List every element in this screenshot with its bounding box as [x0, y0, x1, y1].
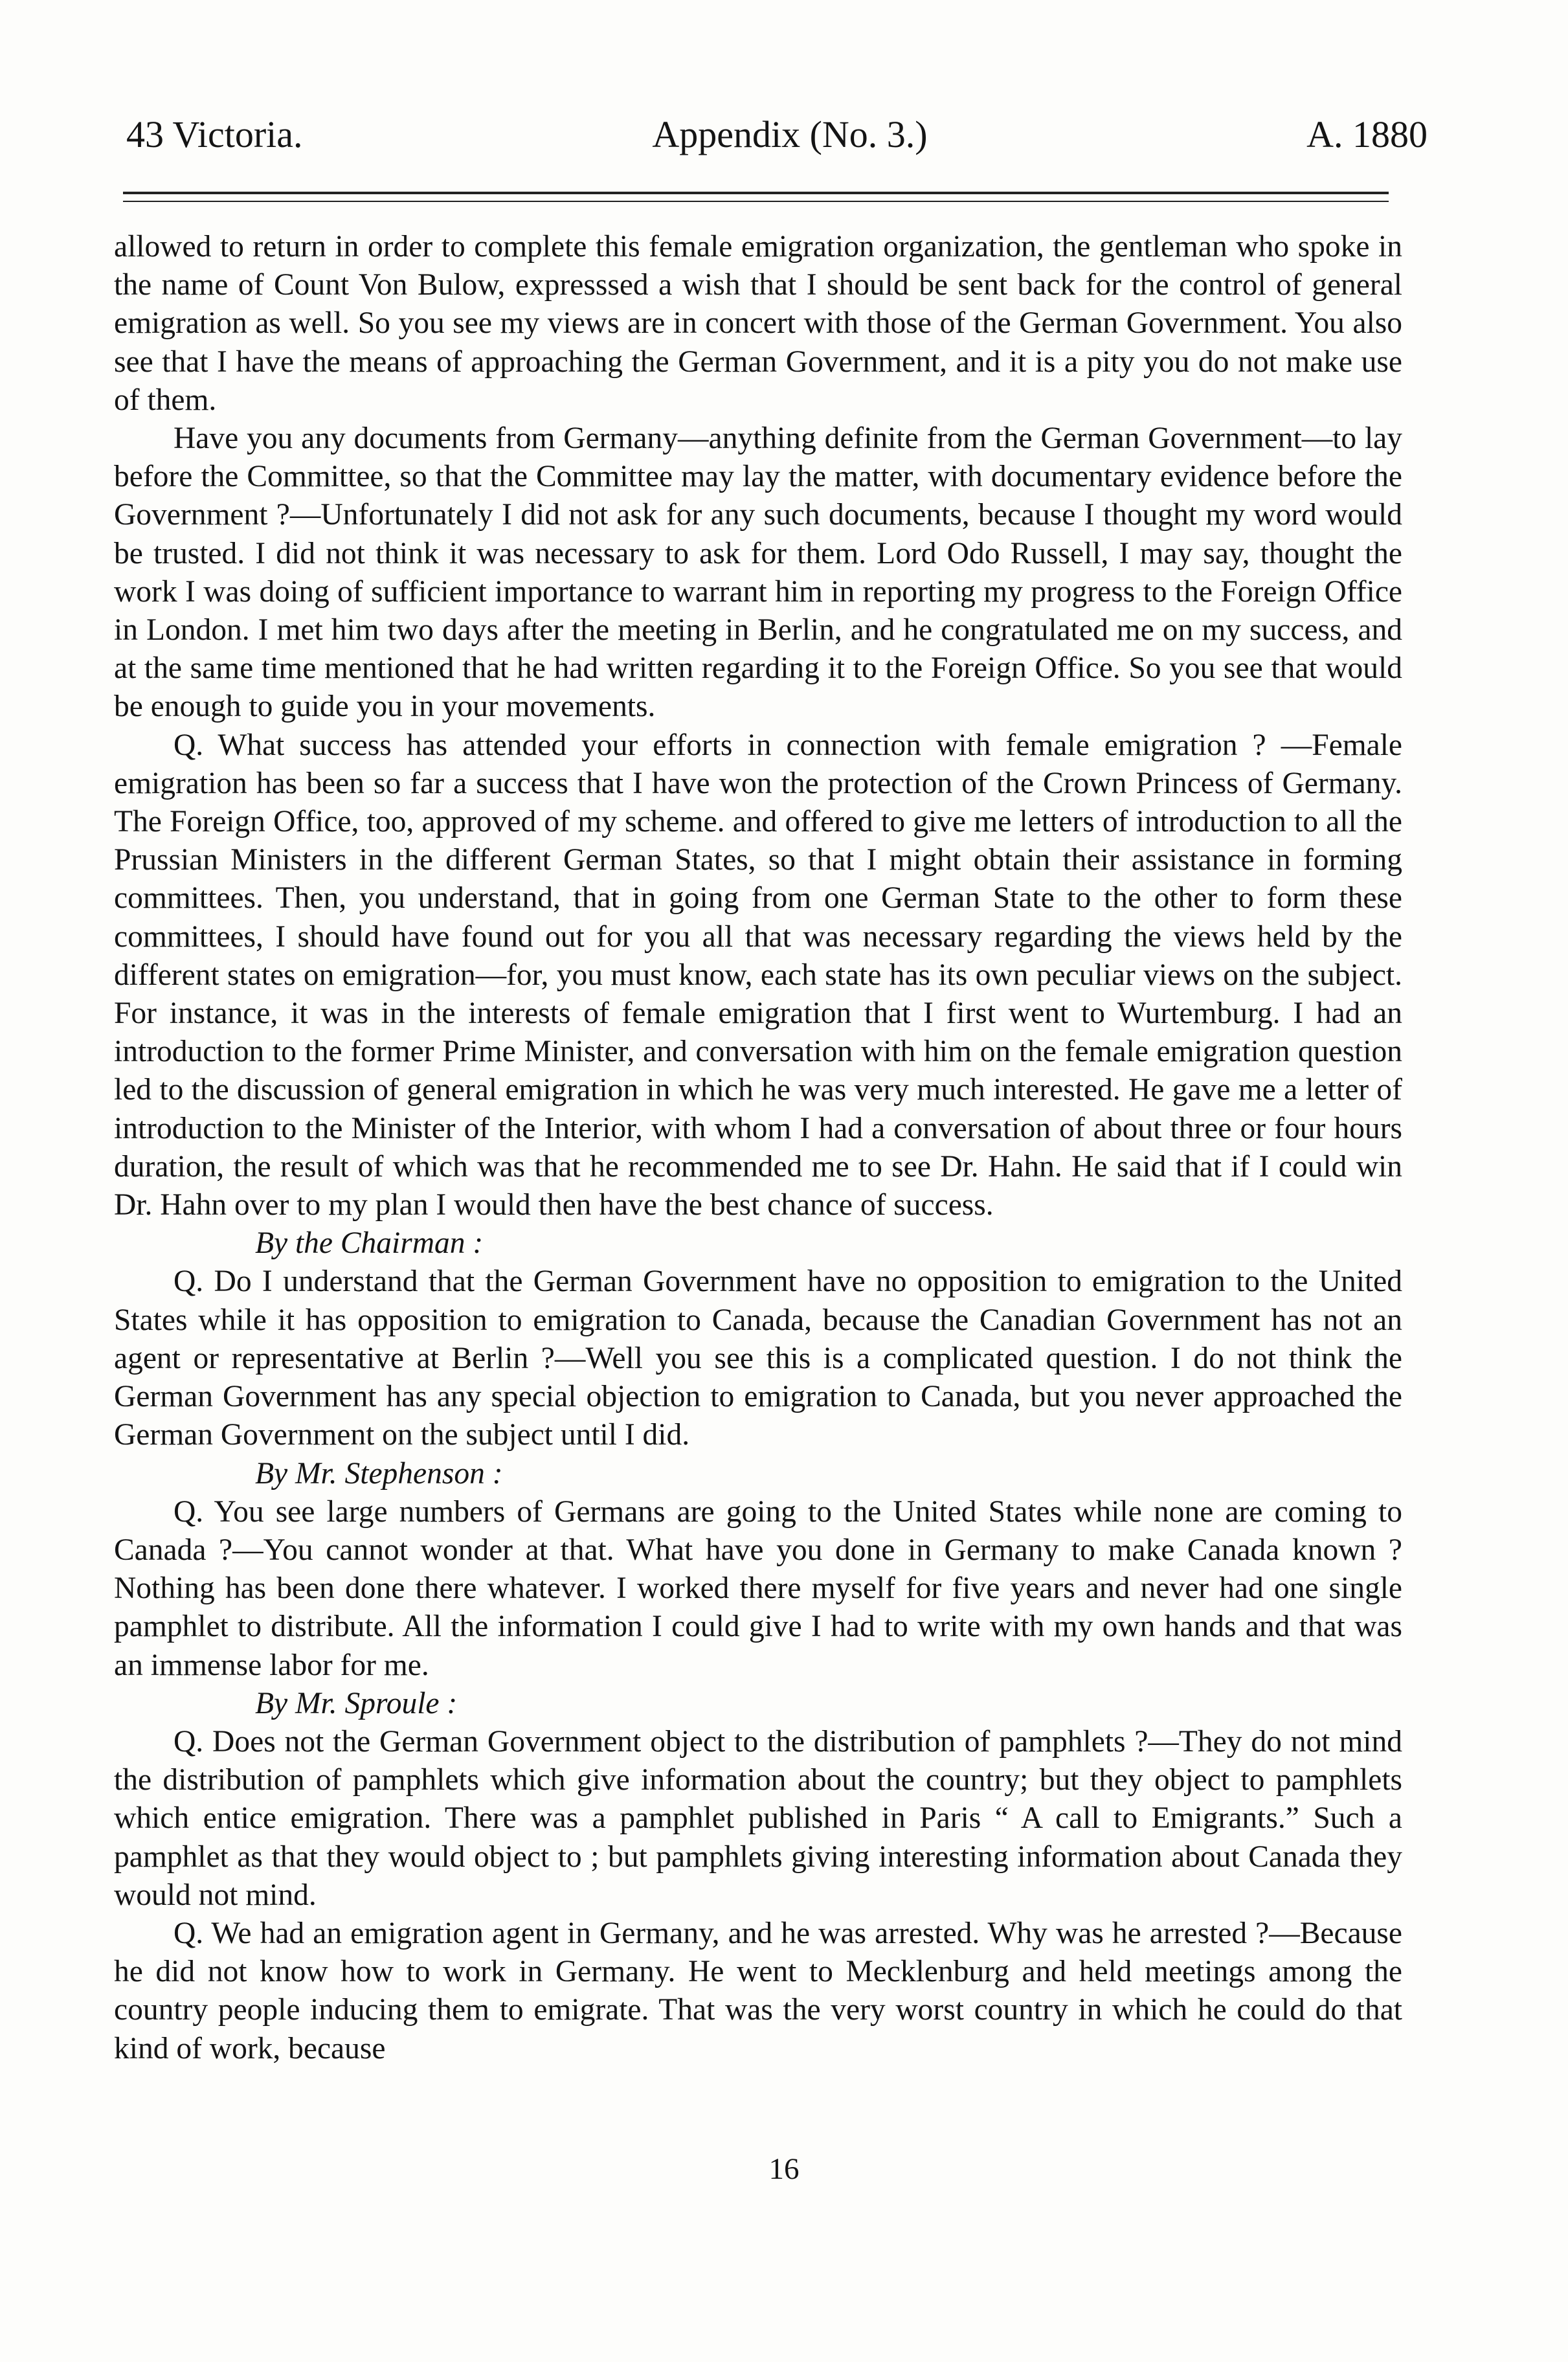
header-year: A. 1880	[1306, 113, 1428, 155]
paragraph-female-emigration-question: Q. What success has attended your efforts in connection with female emigration ? —Female emigration has been so far a success that I have won the protection of the Crown Princess of Germany. The Foreign Office, too, approved of my scheme. and offered to give me letters of introduction to all the Prussian Ministers in the different German States, so that I might obtain their assistance in forming committees. Then, you understand, that in going from one German State to the other to form these committees, I should have found out for you all that was necessary regarding the views held by the different states on emigration—for, you must know, each state has its own peculiar views on the subject. For instance, it was in the interests of female emigration that I first went to Wurtemburg. I had an introduction to the former Prime Minister, and conversation with him on the female emigration question led to the discussion of general emigration in which he was very much interested. He gave me a letter of introduction to the Minister of the Interior, with whom I had a conversation of about three or four hours duration, the result of which was that he recommended me to see Dr. Hahn. He said that if I could win Dr. Hahn over to my plan I would then have the best chance of success.	[114, 728, 1402, 1222]
speaker-heading-stephenson: By Mr. Stephenson :	[255, 1456, 503, 1490]
page-number: 16	[768, 2152, 800, 2186]
paragraph-opposition-question: Q. Do I understand that the German Government have no opposition to emigration to the United States while it has opposition to emigration to Canada, because the Canadian Government has not an agent or representative at Berlin ?—Well you see this is a complicated question. I do not think the German Government has any special objection to emigration to Canada, but you never approached the German Government on the subject until I did.	[114, 1265, 1402, 1452]
speaker-heading-sproule: By Mr. Sproule :	[255, 1686, 458, 1720]
paragraph-canada-known-question: Q. You see large numbers of Germans are going to the United States while none are coming to Canada ?—You cannot wonder at that. What have you done in Germany to make Canada known ? Nothing has been done there whatever. I worked there myself for five years and never had one single pamphlet to distribute. All the information I could give I had to write with my own hands and that was an immense labor for me.	[114, 1494, 1402, 1682]
header-rule-thick	[123, 192, 1389, 194]
paragraph-documents-question: Have you any documents from Germany—anything definite from the German Government—to lay before the Committee, so that the Committee may lay the matter, with documentary evidence before the Government ?—Unfortunately I did not ask for any such documents, because I thought my word would be trusted. I did not think it was necessary to ask for them. Lord Odo Russell, I may say, thought the work I was doing of sufficient importance to warrant him in reporting my progress to the Foreign Office in London. I met him two days after the meeting in Berlin, and he congratulated me on my success, and at the same time mentioned that he had written regarding it to the Foreign Office. So you see that would be enough to guide you in your movements.	[114, 422, 1402, 724]
paragraph-pamphlets-question: Q. Does not the German Government object to the distribution of pamphlets ?—They do not mind the distribution of pamphlets which give information about the country; but they object to pamphlets which entice emigration. There was a pamphlet published in Paris “ A call to Emigrants.” Such a pamphlet as that they would object to ; but pamphlets giving interesting information about Canada they would not mind.	[114, 1724, 1402, 1912]
header-session: 43 Victoria.	[126, 113, 303, 155]
page-header	[126, 109, 1428, 161]
paragraph-continuation: allowed to return in order to complete this female emigration organization, the gentleman who spoke in the name of Count Von Bulow, expresssed a wish that I should be sent back for the control of general emigration as well. So you see my views are in concert with those of the German Government. You also see that I have the means of approaching the German Government, and it is a pity you do not make use of them.	[114, 230, 1402, 417]
header-rule-thin	[123, 201, 1389, 202]
paragraph-agent-arrested-question: Q. We had an emigration agent in Germany, and he was arrested. Why was he arrested ?—Because he did not know how to work in Germany. He went to Mecklenburg and held meetings among the country people inducing them to emigrate. That was the very worst country in which he could do that kind of work, because	[114, 1916, 1402, 2065]
page-body	[114, 228, 1402, 2068]
speaker-heading-chairman: By the Chairman :	[255, 1226, 484, 1261]
header-appendix: Appendix (No. 3.)	[652, 113, 928, 155]
